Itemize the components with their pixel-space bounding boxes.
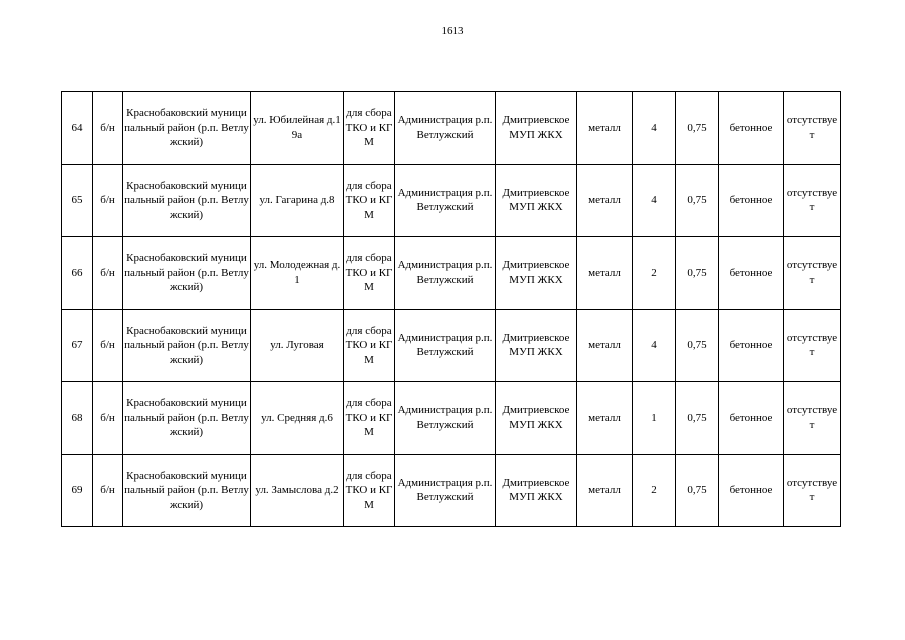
table-row bbox=[62, 237, 841, 310]
cell-address: ул. Средняя д.6 bbox=[251, 382, 344, 455]
cell-volume: 0,75 bbox=[676, 164, 719, 237]
table-row bbox=[62, 454, 841, 527]
cell-purpose: для сбора ТКО и КГМ bbox=[344, 164, 395, 237]
cell-operator: Дмитриевское МУП ЖКХ bbox=[496, 164, 577, 237]
cell-volume: 0,75 bbox=[676, 237, 719, 310]
cell-purpose: для сбора ТКО и КГМ bbox=[344, 454, 395, 527]
cell-owner: Администрация р.п.Ветлужский bbox=[395, 309, 496, 382]
cell-material: металл bbox=[577, 237, 633, 310]
cell-registration: б/н bbox=[93, 309, 123, 382]
cell-address: ул. Замыслова д.2 bbox=[251, 454, 344, 527]
cell-district: Краснобаковский муниципальный район (р.п. Ветлужский) bbox=[123, 309, 251, 382]
cell-district: Краснобаковский муниципальный район (р.п. Ветлужский) bbox=[123, 92, 251, 165]
cell-volume: 0,75 bbox=[676, 309, 719, 382]
cell-surface: бетонное bbox=[719, 92, 784, 165]
cell-owner: Администрация р.п.Ветлужский bbox=[395, 92, 496, 165]
cell-district: Краснобаковский муниципальный район (р.п. Ветлужский) bbox=[123, 382, 251, 455]
cell-number: 64 bbox=[62, 92, 93, 165]
cell-district: Краснобаковский муниципальный район (р.п. Ветлужский) bbox=[123, 454, 251, 527]
cell-container-count: 1 bbox=[633, 382, 676, 455]
cell-fence: отсутствует bbox=[784, 92, 841, 165]
cell-container-count: 2 bbox=[633, 237, 676, 310]
cell-fence: отсутствует bbox=[784, 454, 841, 527]
cell-surface: бетонное bbox=[719, 237, 784, 310]
cell-purpose: для сбора ТКО и КГМ bbox=[344, 237, 395, 310]
table-row bbox=[62, 382, 841, 455]
cell-address: ул. Юбилейная д.19а bbox=[251, 92, 344, 165]
cell-address: ул. Молодежная д.1 bbox=[251, 237, 344, 310]
cell-operator: Дмитриевское МУП ЖКХ bbox=[496, 382, 577, 455]
cell-container-count: 4 bbox=[633, 164, 676, 237]
cell-registration: б/н bbox=[93, 454, 123, 527]
cell-registration: б/н bbox=[93, 164, 123, 237]
cell-container-count: 2 bbox=[633, 454, 676, 527]
cell-operator: Дмитриевское МУП ЖКХ bbox=[496, 454, 577, 527]
cell-address: ул. Луговая bbox=[251, 309, 344, 382]
cell-material: металл bbox=[577, 454, 633, 527]
cell-container-count: 4 bbox=[633, 92, 676, 165]
cell-registration: б/н bbox=[93, 382, 123, 455]
cell-purpose: для сбора ТКО и КГМ bbox=[344, 309, 395, 382]
cell-volume: 0,75 bbox=[676, 92, 719, 165]
cell-volume: 0,75 bbox=[676, 382, 719, 455]
cell-material: металл bbox=[577, 92, 633, 165]
cell-fence: отсутствует bbox=[784, 309, 841, 382]
cell-district: Краснобаковский муниципальный район (р.п. Ветлужский) bbox=[123, 164, 251, 237]
cell-district: Краснобаковский муниципальный район (р.п. Ветлужский) bbox=[123, 237, 251, 310]
cell-surface: бетонное bbox=[719, 309, 784, 382]
cell-surface: бетонное bbox=[719, 454, 784, 527]
cell-registration: б/н bbox=[93, 92, 123, 165]
cell-fence: отсутствует bbox=[784, 382, 841, 455]
cell-surface: бетонное bbox=[719, 382, 784, 455]
table-row bbox=[62, 92, 841, 165]
cell-material: металл bbox=[577, 382, 633, 455]
cell-owner: Администрация р.п.Ветлужский bbox=[395, 382, 496, 455]
cell-container-count: 4 bbox=[633, 309, 676, 382]
cell-purpose: для сбора ТКО и КГМ bbox=[344, 92, 395, 165]
cell-surface: бетонное bbox=[719, 164, 784, 237]
table-row bbox=[62, 164, 841, 237]
cell-operator: Дмитриевское МУП ЖКХ bbox=[496, 309, 577, 382]
table-row bbox=[62, 309, 841, 382]
table-body bbox=[62, 92, 841, 527]
page-number: 1613 bbox=[441, 25, 464, 37]
cell-number: 67 bbox=[62, 309, 93, 382]
cell-operator: Дмитриевское МУП ЖКХ bbox=[496, 237, 577, 310]
cell-fence: отсутствует bbox=[784, 237, 841, 310]
cell-number: 69 bbox=[62, 454, 93, 527]
cell-operator: Дмитриевское МУП ЖКХ bbox=[496, 92, 577, 165]
cell-material: металл bbox=[577, 164, 633, 237]
cell-owner: Администрация р.п.Ветлужский bbox=[395, 454, 496, 527]
cell-registration: б/н bbox=[93, 237, 123, 310]
cell-purpose: для сбора ТКО и КГМ bbox=[344, 382, 395, 455]
cell-material: металл bbox=[577, 309, 633, 382]
cell-number: 68 bbox=[62, 382, 93, 455]
cell-address: ул. Гагарина д.8 bbox=[251, 164, 344, 237]
cell-owner: Администрация р.п.Ветлужский bbox=[395, 237, 496, 310]
cell-number: 65 bbox=[62, 164, 93, 237]
cell-number: 66 bbox=[62, 237, 93, 310]
cell-owner: Администрация р.п.Ветлужский bbox=[395, 164, 496, 237]
waste-sites-table bbox=[61, 91, 841, 527]
cell-volume: 0,75 bbox=[676, 454, 719, 527]
cell-fence: отсутствует bbox=[784, 164, 841, 237]
